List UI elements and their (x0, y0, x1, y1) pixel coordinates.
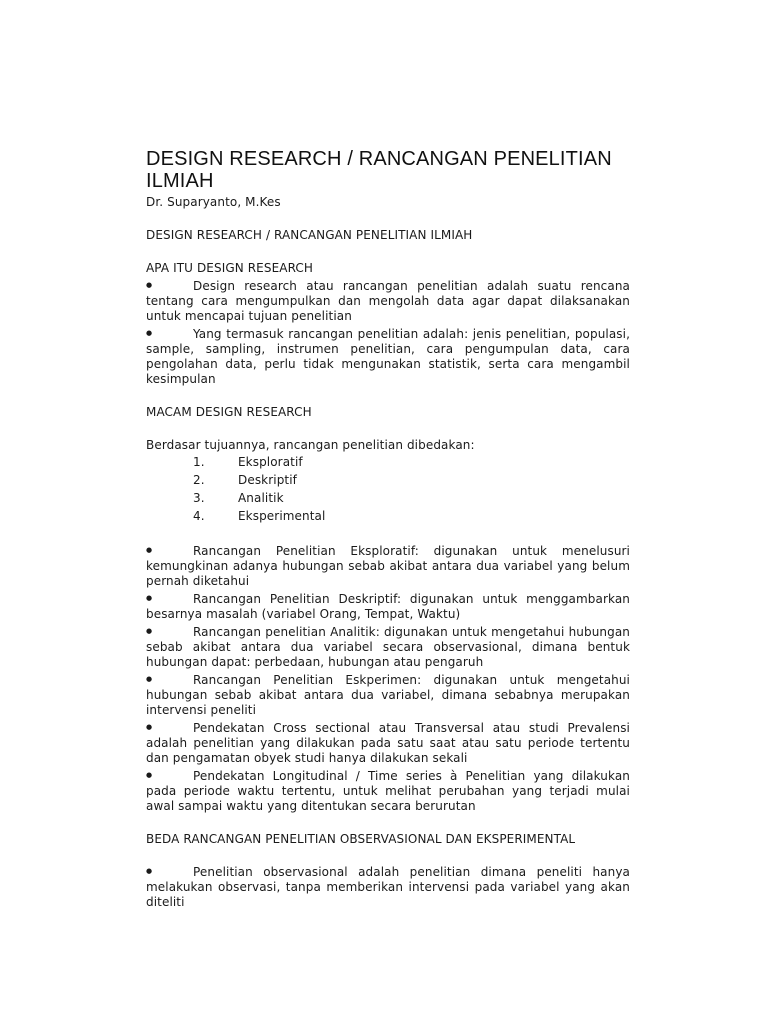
numbered-item (146, 471, 630, 489)
list-item (146, 592, 630, 622)
item-text: Analitik (238, 490, 284, 505)
list-item (146, 865, 630, 910)
section-heading-beda: BEDA RANCANGAN PENELITIAN OBSERVASIONAL DAN EKSPERIMENTAL (146, 832, 576, 846)
spacer (146, 525, 630, 541)
document-page (146, 148, 630, 910)
bullet-text: Pendekatan Longitudinal / Time series à Penelitian yang dilakukan pada periode waktu tertentu, untuk melihat perubahan yang terjadi mulai awal sampai waktu yang ditentukan secara berurutan (146, 769, 630, 813)
item-text: Eksploratif (238, 454, 303, 469)
bullet-text: Yang termasuk rancangan penelitian adalah: jenis penelitian, populasi, sample, sampling, instrumen penelitian, cara pengumpulan data, cara pengolahan data, perlu tidak mengunakan statistik, serta cara mengambil kesimpulan (146, 327, 630, 386)
item-number: 2. (193, 472, 205, 487)
title-line-1: DESIGN RESEARCH / RANCANGAN PENELITIAN (146, 148, 612, 170)
intro-text: Berdasar tujuannya, rancangan penelitian dibedakan: (146, 438, 475, 452)
list-item (146, 673, 630, 718)
section-heading-apa-itu: APA ITU DESIGN RESEARCH (146, 261, 314, 275)
section-heading-macam: MACAM DESIGN RESEARCH (146, 405, 312, 419)
subtitle: DESIGN RESEARCH / RANCANGAN PENELITIAN ILMIAH (146, 228, 473, 242)
numbered-item (146, 453, 630, 471)
item-number: 3. (193, 490, 205, 505)
document-title (146, 148, 630, 192)
bullet-text: Rancangan Penelitian Eskperimen: digunakan untuk mengetahui hubungan sebab akibat antara dua variabel, dimana sebabnya merupakan intervensi peneliti (146, 673, 630, 717)
item-number: 1. (193, 454, 205, 469)
bullet-text: Rancangan Penelitian Eksploratif: digunakan untuk menelusuri kemungkinan adanya hubungan sebab akibat antara dua variabel yang belum pernah diketahui (146, 544, 630, 588)
numbered-list (146, 453, 630, 525)
bullet-text: Penelitian observasional adalah penelitian dimana peneliti hanya melakukan observasi, tanpa memberikan intervensi pada variabel yang akan diteliti (146, 865, 630, 909)
list-item (146, 721, 630, 766)
bullet-text: Rancangan Penelitian Deskriptif: digunakan untuk menggambarkan besarnya masalah (variabel Orang, Tempat, Waktu) (146, 592, 630, 621)
list-item (146, 625, 630, 670)
item-number: 4. (193, 508, 205, 523)
list-item (146, 327, 630, 387)
title-line-2: ILMIAH (146, 170, 214, 192)
author: Dr. Suparyanto, M.Kes (146, 195, 281, 209)
item-text: Deskriptif (238, 472, 297, 487)
bullet-text: Rancangan penelitian Analitik: digunakan untuk mengetahui hubungan sebab akibat antara dua variabel secara observasional, dimana bentuk hubungan dapat: perbedaan, hubungan atau pengaruh (146, 625, 630, 669)
list-item (146, 544, 630, 589)
numbered-item (146, 489, 630, 507)
list-item (146, 279, 630, 324)
bullet-text: Design research atau rancangan penelitian adalah suatu rencana tentang cara mengumpulkan dan mengolah data agar dapat dilaksanakan untuk mencapai tujuan penelitian (146, 279, 630, 323)
list-item (146, 769, 630, 814)
numbered-item (146, 507, 630, 525)
bullet-text: Pendekatan Cross sectional atau Transversal atau studi Prevalensi adalah penelitian yang dilakukan pada satu saat atau satu periode tertentu dan pengamatan obyek studi hanya dilakukan sekali (146, 721, 630, 765)
item-text: Eksperimental (238, 508, 326, 523)
